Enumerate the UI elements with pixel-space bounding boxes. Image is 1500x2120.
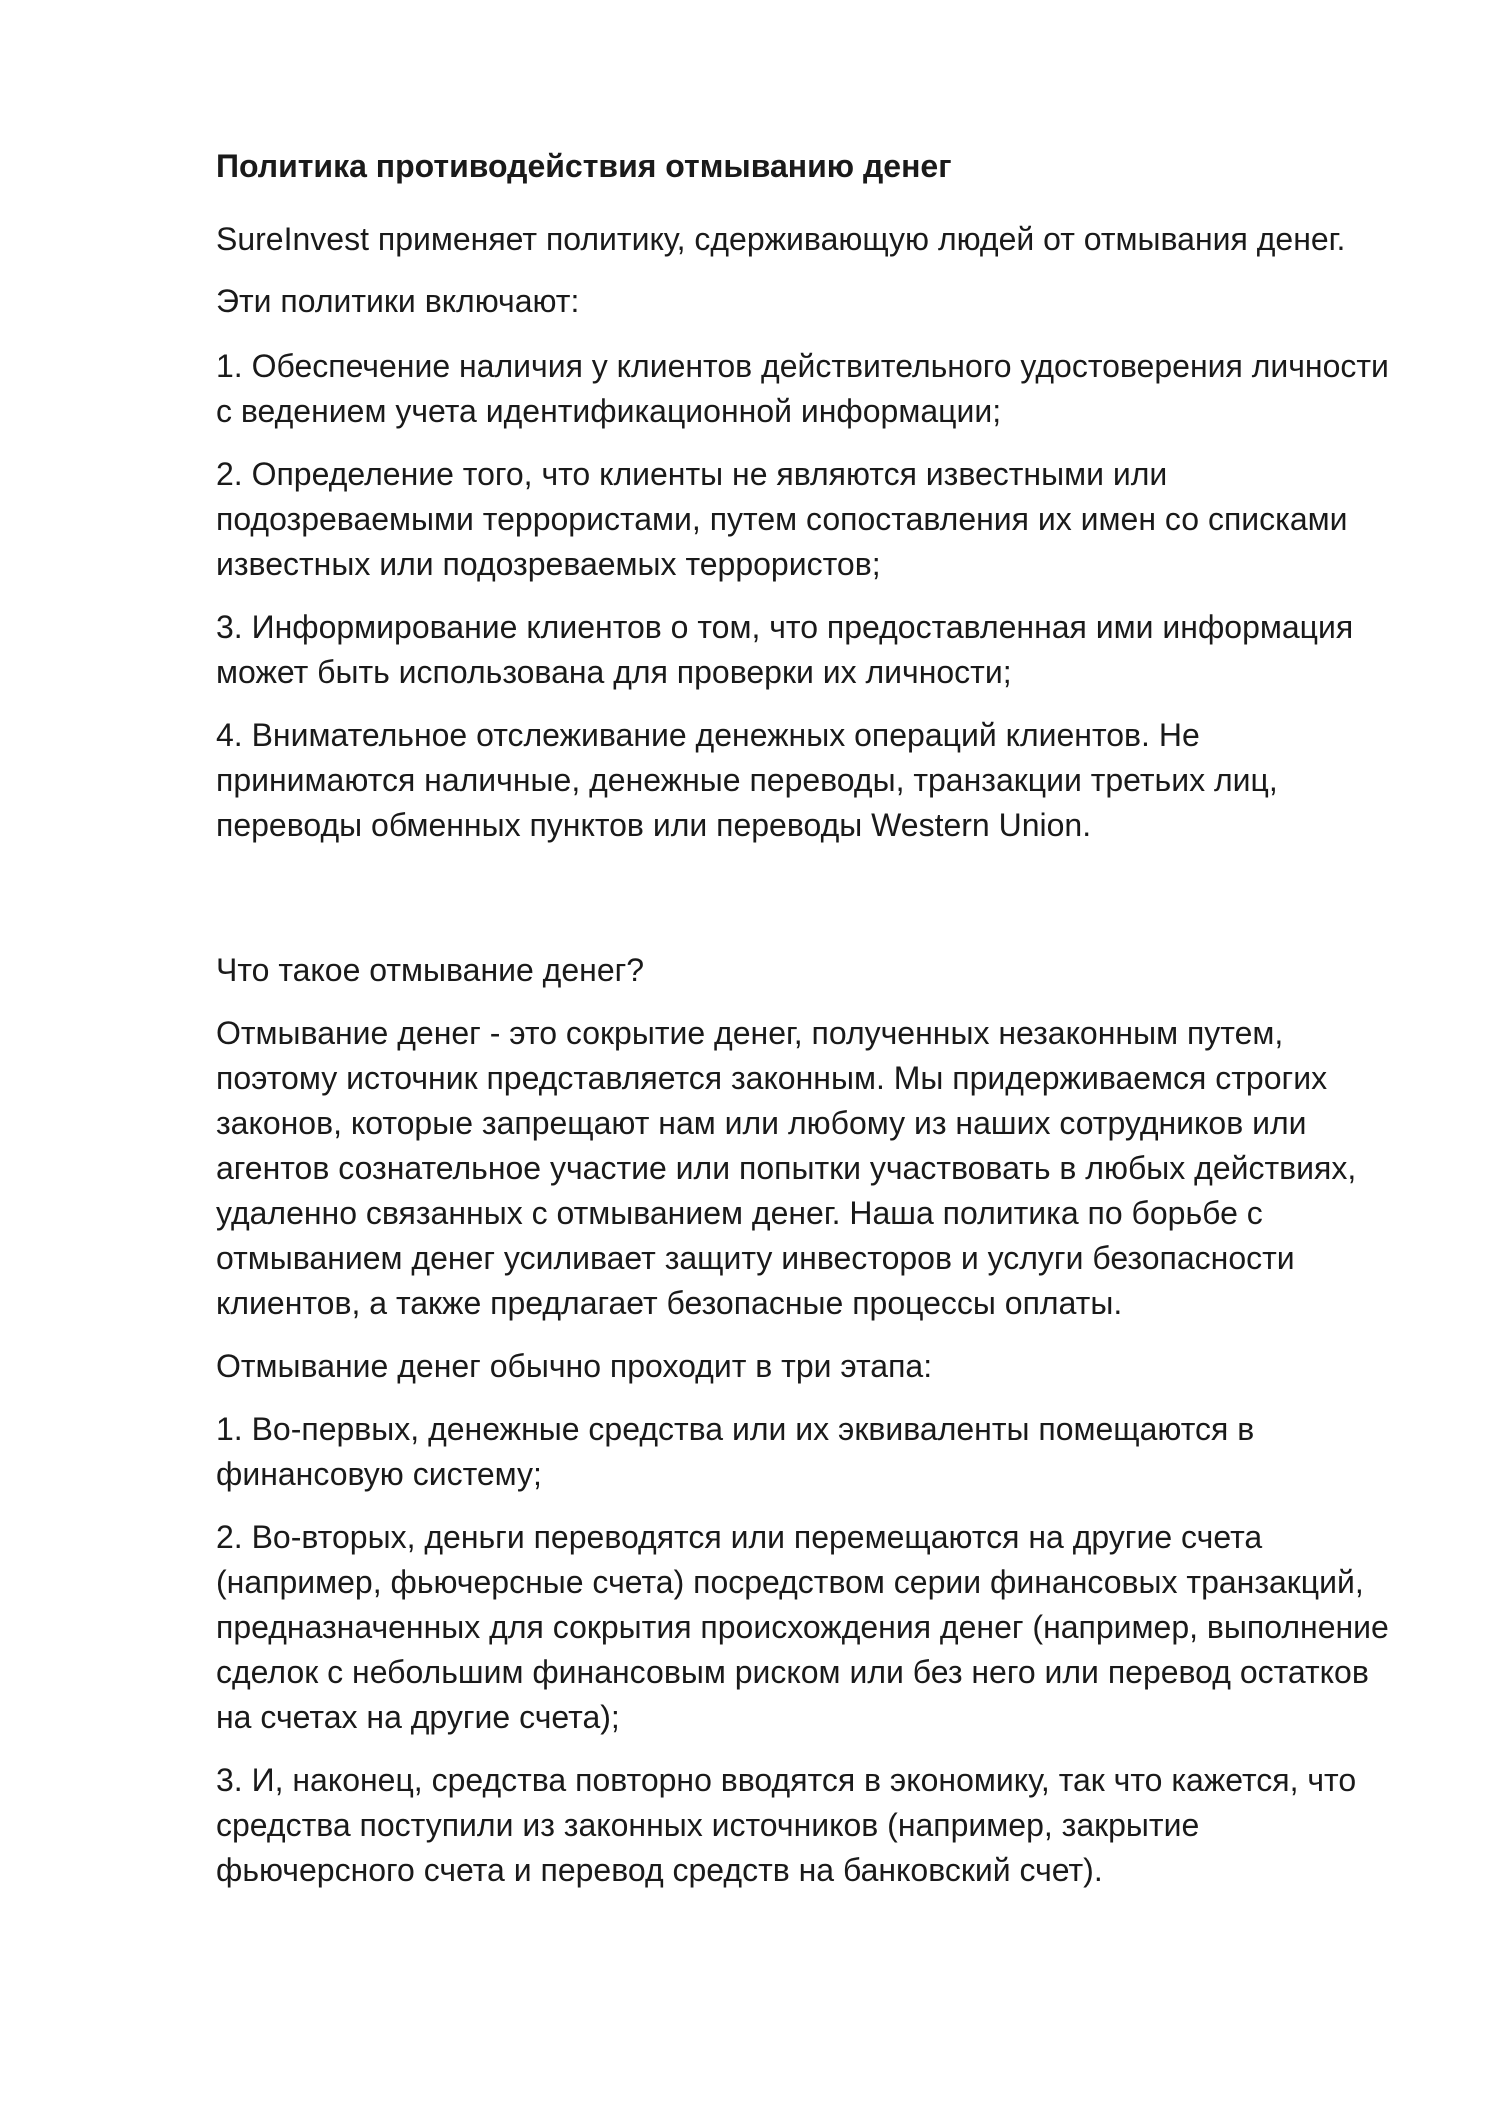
definition-paragraph: Отмывание денег - это сокрытие денег, полученных незаконным путем, поэтому источник представляется законным. Мы придерживаемся строгих законов, которые запрещают нам или любому из наших сотрудников или агентов сознательное участие или попытки участвовать в любых действиях, удаленно связанных с отмыванием денег. Наша политика по борьбе с отмыванием денег усиливает защиту инвесторов и услуги безопасности клиентов, а также предлагает безопасные процессы оплаты. xyxy=(216,1015,1357,1321)
policy-item-4: 4. Внимательное отслеживание денежных операций клиентов. Не принимаются наличные, денежные переводы, транзакции третьих лиц, переводы обменных пунктов или переводы Western Union. xyxy=(216,717,1278,843)
policy-item-3: 3. Информирование клиентов о том, что предоставленная ими информация может быть использована для проверки их личности; xyxy=(216,609,1354,690)
section-spacer xyxy=(216,866,1396,948)
stage-item-2: 2. Во-вторых, деньги переводятся или перемещаются на другие счета (например, фьючерсные счета) посредством серии финансовых транзакций, предназначенных для сокрытия происхождения денег (например, выполнение сделок с небольшим финансовым риском или без него или перевод остатков на счетах на другие счета); xyxy=(216,1519,1389,1735)
document-page xyxy=(216,146,1396,1911)
policy-item-2: 2. Определение того, что клиенты не являются известными или подозреваемыми террористами, путем сопоставления их имен со списками известных или подозреваемых террористов; xyxy=(216,456,1348,582)
question-heading: Что такое отмывание денег? xyxy=(216,952,645,988)
stages-intro: Отмывание денег обычно проходит в три этапа: xyxy=(216,1348,933,1384)
stage-item-1: 1. Во-первых, денежные средства или их эквиваленты помещаются в финансовую систему; xyxy=(216,1411,1255,1492)
stage-item-3: 3. И, наконец, средства повторно вводятся в экономику, так что кажется, что средства поступили из законных источников (например, закрытие фьючерсного счета и перевод средств на банковский счет). xyxy=(216,1762,1357,1888)
document-title: Политика противодействия отмыванию денег xyxy=(216,148,952,184)
policy-item-1: 1. Обеспечение наличия у клиентов действительного удостоверения личности с ведением учета идентификационной информации; xyxy=(216,348,1389,429)
intro-paragraph: SureInvest применяет политику, сдерживающую людей от отмывания денег. Эти политики включают: xyxy=(216,221,1346,319)
